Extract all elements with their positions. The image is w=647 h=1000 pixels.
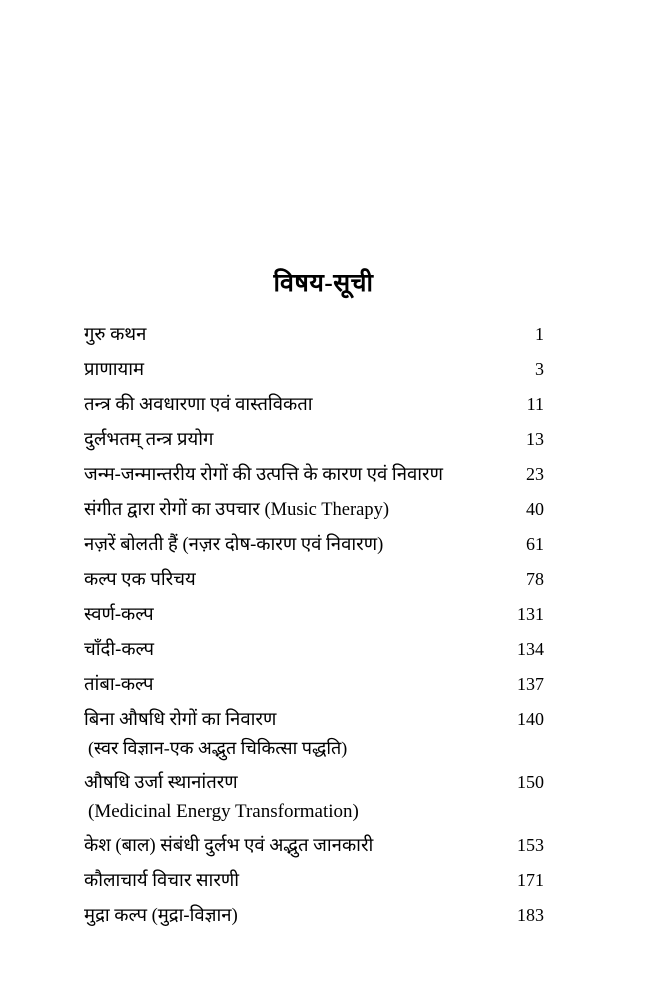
list-item[interactable] bbox=[84, 871, 544, 891]
list-item[interactable] bbox=[84, 640, 544, 660]
table-of-contents bbox=[84, 325, 544, 926]
toc-entry-label: कल्प एक परिचय bbox=[84, 570, 196, 590]
toc-entry-page: 11 bbox=[526, 394, 544, 414]
list-item[interactable] bbox=[84, 906, 544, 926]
list-item[interactable] bbox=[84, 360, 544, 380]
toc-entry-page: 13 bbox=[526, 429, 544, 449]
toc-entry-page: 40 bbox=[526, 499, 544, 519]
toc-entry-label: चाँदी-कल्प bbox=[84, 640, 154, 660]
toc-entry-label: गुरु कथन bbox=[84, 325, 147, 345]
list-item[interactable] bbox=[84, 605, 544, 625]
toc-entry-page: 61 bbox=[526, 534, 544, 554]
toc-entry-label: तांबा-कल्प bbox=[84, 675, 154, 695]
toc-entry-label: औषधि उर्जा स्थानांतरण bbox=[84, 772, 238, 793]
list-item[interactable] bbox=[84, 500, 544, 520]
toc-entry-page: 134 bbox=[517, 639, 544, 659]
list-item[interactable] bbox=[84, 395, 544, 415]
list-item[interactable] bbox=[84, 836, 544, 856]
toc-entry-label: स्वर्ण-कल्प bbox=[84, 605, 154, 625]
toc-entry-label: तन्त्र की अवधारणा एवं वास्तविकता bbox=[84, 395, 313, 415]
toc-entry-subtitle: (Medicinal Energy Transformation) bbox=[88, 800, 359, 822]
toc-entry-label: दुर्लभतम् तन्त्र प्रयोग bbox=[84, 430, 214, 450]
list-item[interactable] bbox=[84, 535, 544, 555]
toc-entry-page: 78 bbox=[526, 569, 544, 589]
toc-entry-page: 1 bbox=[535, 324, 544, 344]
page-title: विषय-सूची bbox=[273, 270, 374, 297]
list-item[interactable] bbox=[84, 570, 544, 590]
toc-entry-page: 23 bbox=[526, 464, 544, 484]
list-item[interactable] bbox=[84, 675, 544, 695]
toc-entry-label: नज़रें बोलती हैं (नज़र दोष-कारण एवं निवारण) bbox=[84, 535, 384, 555]
toc-entry-page: 137 bbox=[517, 674, 544, 694]
toc-entry-page: 183 bbox=[517, 905, 544, 925]
toc-entry-subtitle: (स्वर विज्ञान-एक अद्भुत चिकित्सा पद्धति) bbox=[88, 738, 348, 758]
list-item[interactable] bbox=[84, 325, 544, 345]
toc-entry-label: बिना औषधि रोगों का निवारण bbox=[84, 710, 277, 730]
list-item[interactable] bbox=[84, 773, 544, 821]
toc-entry-page: 3 bbox=[535, 359, 544, 379]
toc-entry-label: संगीत द्वारा रोगों का उपचार (Music Therapy) bbox=[84, 500, 389, 520]
toc-entry-label: मुद्रा कल्प (मुद्रा-विज्ञान) bbox=[84, 906, 238, 926]
toc-entry-label: कौलाचार्य विचार सारणी bbox=[84, 871, 240, 891]
toc-entry-page: 140 bbox=[517, 709, 544, 729]
toc-entry-page: 131 bbox=[517, 604, 544, 624]
toc-entry-label: जन्म-जन्मान्तरीय रोगों की उत्पत्ति के कारण एवं निवारण bbox=[84, 465, 443, 485]
toc-entry-page: 150 bbox=[517, 771, 544, 792]
list-item[interactable] bbox=[84, 710, 544, 757]
toc-entry-label: केश (बाल) संबंधी दुर्लभ एवं अद्भुत जानकारी bbox=[84, 836, 374, 856]
list-item[interactable] bbox=[84, 430, 544, 450]
toc-entry-page: 153 bbox=[517, 835, 544, 855]
list-item[interactable] bbox=[84, 465, 544, 485]
toc-entry-page: 171 bbox=[517, 870, 544, 890]
toc-entry-label: प्राणायाम bbox=[84, 360, 145, 380]
